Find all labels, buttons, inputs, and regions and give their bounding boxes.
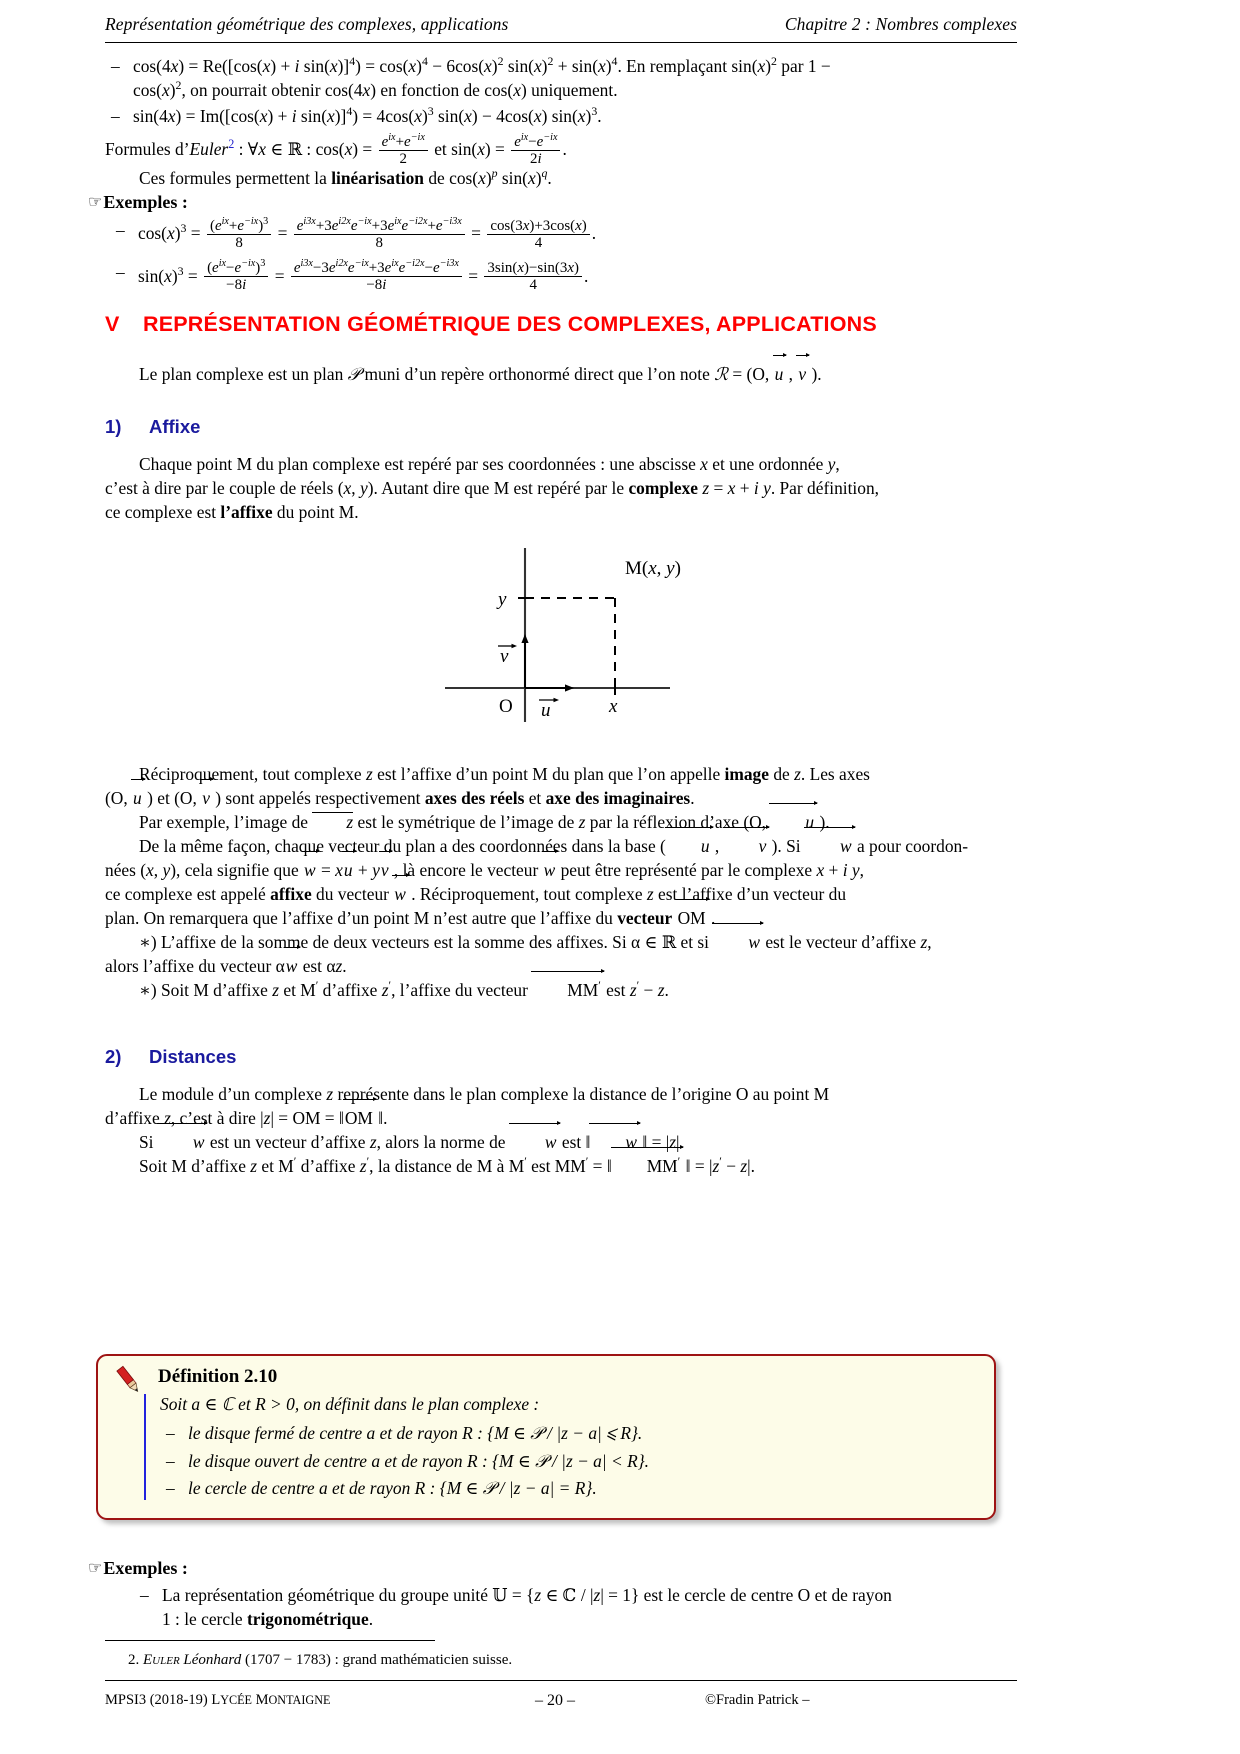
subsection-numeral: 2) — [105, 1046, 122, 1067]
list-item: – cos(4x) = Re([cos(x) + i $\sin(x)]^4) = \cos(x)^4 - 6\cos(x)^2$ $\sin(x)^2 + \sin(x)^4$. En remplaçant $\sin(x)^2$ par 1 − $\cos(x)^2$, on pourrait obtenir cos(4x) en fonction de cos(x) uniquement. — [105, 54, 1017, 102]
header-left-title: Représentation géométrique des complexes, applications — [105, 14, 509, 34]
fraction: $\frac{3\sin(x)-\sin(3x)}{4}$ — [484, 260, 582, 293]
paragraph: ∗) Soit M d’affixe z et M′ d’affixe z′, l’affixe du vecteur MM′ est z′ − z. — [105, 978, 1017, 1002]
list-item: – $\sin(x)^3$ = $\frac{(e^{ix}-e^{-ix})^3}{-8i}$ = $\frac{e^{i3x}-3e^{i2x}e^{-ix}+3e^{ix}e^{-i2x}-e^{-i3x}}{-8i}$ = $\frac{3\sin(x)-\sin(3x)}{4}$ . — [110, 260, 1018, 293]
paragraph: De la même façon, chaque vecteur du plan a des coordonnées dans la base ( u , v ). Si w a pour coordon- nées (x, y), cela signifie que w = xu + yv , là encore le vecteur w peut être représenté par le complexe x + i y, ce complexe est appelé affixe du vecteur w . Réciproquement, tout complexe z est l’affixe d’un vecteur du plan. On remarquera que l’affixe d’un point M n’est autre que l’affixe du vecteur OM . — [105, 834, 1017, 930]
fraction: $\frac{e^{i3x}+3e^{i2x}e^{-ix}+3e^{ix}e^{-i2x}+e^{-i3x}}{8}$ — [294, 218, 465, 251]
page-footer — [105, 1692, 1017, 1710]
subsection-heading-distances — [105, 1046, 236, 1068]
section-heading-v — [105, 312, 1035, 337]
footer-page-number: – 20 – — [535, 1692, 575, 1709]
footnote-text — [128, 1652, 512, 1669]
footnote-author-first: Léonhard — [183, 1652, 242, 1668]
distances-paragraphs — [105, 1082, 1017, 1178]
examples-section-2 — [88, 1558, 1018, 1633]
label-origin: O — [499, 696, 513, 717]
examples-block-1 — [88, 192, 1018, 299]
u-label-arrowhead — [554, 698, 560, 702]
paragraph: Si w est un vecteur d’affixe z, alors la norme de w est ‖ w ‖ = |z|. — [105, 1130, 1017, 1154]
section-title: REPRÉSENTATION GÉOMÉTRIQUE DES COMPLEXES, APPLICATIONS — [143, 312, 877, 336]
subsection-title: Distances — [149, 1046, 237, 1067]
paragraph: ∗) L’affixe de la somme de deux vecteurs est la somme des affixes. Si α ∈ ℝ et si w est le vecteur d’affixe z, alors l’affixe du vecteur αw est αz. — [105, 930, 1017, 978]
complex-plane-figure — [400, 540, 730, 730]
list-item: – le cercle de centre a et de rayon R : {M ∈ 𝒫 / |z − a| = R}. — [160, 1476, 978, 1502]
sin-euler-fraction: $\frac{e^{ix}-e^{-ix}}{2i}$ — [511, 134, 560, 167]
top-formula-list — [105, 52, 1017, 130]
definition-title: Définition 2.10 — [158, 1366, 278, 1387]
footnote-divider — [105, 1640, 435, 1641]
pencil-icon — [112, 1364, 146, 1398]
footer-left: MPSI3 (2018-19) LYCÉE MONTAIGNE — [105, 1692, 331, 1708]
fraction: $\frac{(e^{ix}-e^{-ix})^3}{-8i}$ — [204, 260, 268, 293]
fraction: $\frac{\cos(3x)+3\cos(x)}{4}$ — [487, 218, 589, 251]
footnote-description: (1707 − 1783) : grand mathématicien suisse. — [244, 1652, 513, 1668]
label-v: v — [500, 646, 509, 667]
fraction: $\frac{(e^{ix}+e^{-ix})^3}{8}$ — [207, 218, 271, 251]
label-point-m: M(x, y) — [625, 558, 681, 579]
u-vector-arrowhead — [565, 684, 574, 691]
list-item: – sin(4x) = Im([cos(x) + i $\sin(x)]^4) = 4\cos(x)^3$ sin(x) − 4cos(x) $\sin(x)^3$. — [105, 104, 1017, 128]
definition-body — [144, 1392, 978, 1502]
pointing-hand-icon: ☞ — [88, 194, 103, 211]
footnote-author: Euler — [143, 1652, 180, 1668]
section-numeral: V — [105, 312, 120, 336]
section-intro-paragraph: Le plan complexe est un plan 𝒫 muni d’un repère orthonormé direct que l’on note ℛ = (O, u , v ). — [139, 362, 1017, 386]
definition-intro: Soit a ∈ ℂ et R > 0, on définit dans le plan complexe : — [160, 1394, 540, 1414]
after-figure-paragraphs — [105, 762, 1017, 1002]
examples-heading: ☞Exemples : — [88, 1558, 188, 1578]
header-divider — [105, 42, 1017, 43]
affixe-paragraph: Chaque point M du plan complexe est repéré par ses coordonnées : une abscisse x et une ordonnée y, c’est à dire par le couple de réels (x, y). Autant dire que M est repéré par le complexe z = x + i y. Par définition, ce complexe est l’affixe du point M. — [105, 454, 880, 523]
v-label-arrowhead — [512, 644, 518, 648]
paragraph: Soit M d’affixe z et M′ d’affixe z′, la distance de M à M′ est MM′ = ‖ MM′ ‖ = |z′ − z|. — [105, 1154, 1017, 1178]
pointing-hand-icon: ☞ — [88, 1560, 103, 1577]
footer-right: ©Fradin Patrick – — [705, 1692, 810, 1708]
list-item: – le disque ouvert de centre a et de rayon R : {M ∈ 𝒫 / |z − a| < R}. — [160, 1449, 978, 1475]
footnote-marker: 2 — [228, 137, 235, 152]
subsection-title: Affixe — [149, 416, 201, 437]
label-y: y — [498, 589, 507, 610]
header-right-title: Chapitre 2 : Nombres complexes — [784, 14, 1017, 34]
fraction: $\frac{e^{i3x}-3e^{i2x}e^{-ix}+3e^{ix}e^{-i2x}-e^{-i3x}}{-8i}$ — [291, 260, 462, 293]
paragraph: Réciproquement, tout complexe z est l’affixe d’un point M du plan que l’on appelle image de z. Les axes (O, u ) et (O, v ) sont appelés respectivement axes des réels et axe des imaginaires. — [105, 762, 1017, 810]
list-item: – le disque fermé de centre a et de rayon R : {M ∈ 𝒫 / |z − a| ⩽ R}. — [160, 1421, 978, 1447]
paragraph: Par exemple, l’image de z est le symétrique de l’image de z par la réflexion d’axe (O, u ). — [105, 810, 1017, 834]
examples-heading: ☞Exemples : — [88, 192, 188, 212]
v-vector-arrowhead — [521, 634, 528, 643]
subsection-heading-affixe — [105, 416, 200, 438]
label-x: x — [609, 696, 618, 717]
page-header — [105, 14, 1017, 35]
label-u: u — [541, 700, 551, 721]
subsection-numeral: 1) — [105, 416, 122, 437]
euler-formulas: Formules d’Euler$^2$ : ∀x ∈ ℝ : cos(x) = $\frac{e^{ix}+e^{-ix}}{2}$ et sin(x) = $\frac{e^{ix}-e^{-ix}}{2i}$ . — [105, 132, 567, 168]
definition-box — [96, 1354, 996, 1520]
footer-divider — [105, 1680, 1017, 1681]
cos-euler-fraction: $\frac{e^{ix}+e^{-ix}}{2}$ — [379, 134, 428, 167]
paragraph: Le module d’un complexe z représente dans le plan complexe la distance de l’origine O au point M d’affixe z, c’est à dire |z| = OM = ‖OM ‖. — [105, 1082, 1017, 1130]
footnote-number: 2. — [128, 1652, 140, 1668]
linearisation-sentence: Ces formules permettent la linéarisation de $\cos(x)^p$ $\sin(x)^q$. — [139, 166, 552, 188]
list-item: – $\cos(x)^3$ = $\frac{(e^{ix}+e^{-ix})^3}{8}$ = $\frac{e^{i3x}+3e^{i2x}e^{-ix}+3e^{ix}e^{-i2x}+e^{-i3x}}{8}$ = $\frac{\cos(3x)+3\cos(x)}{4}$ . — [110, 218, 1018, 251]
list-item: – La représentation géométrique du groupe unité 𝕌 = {z ∈ ℂ / |z| = 1} est le cercle de centre O et de rayon 1 : le cercle trigonométrique. — [134, 1583, 1018, 1631]
